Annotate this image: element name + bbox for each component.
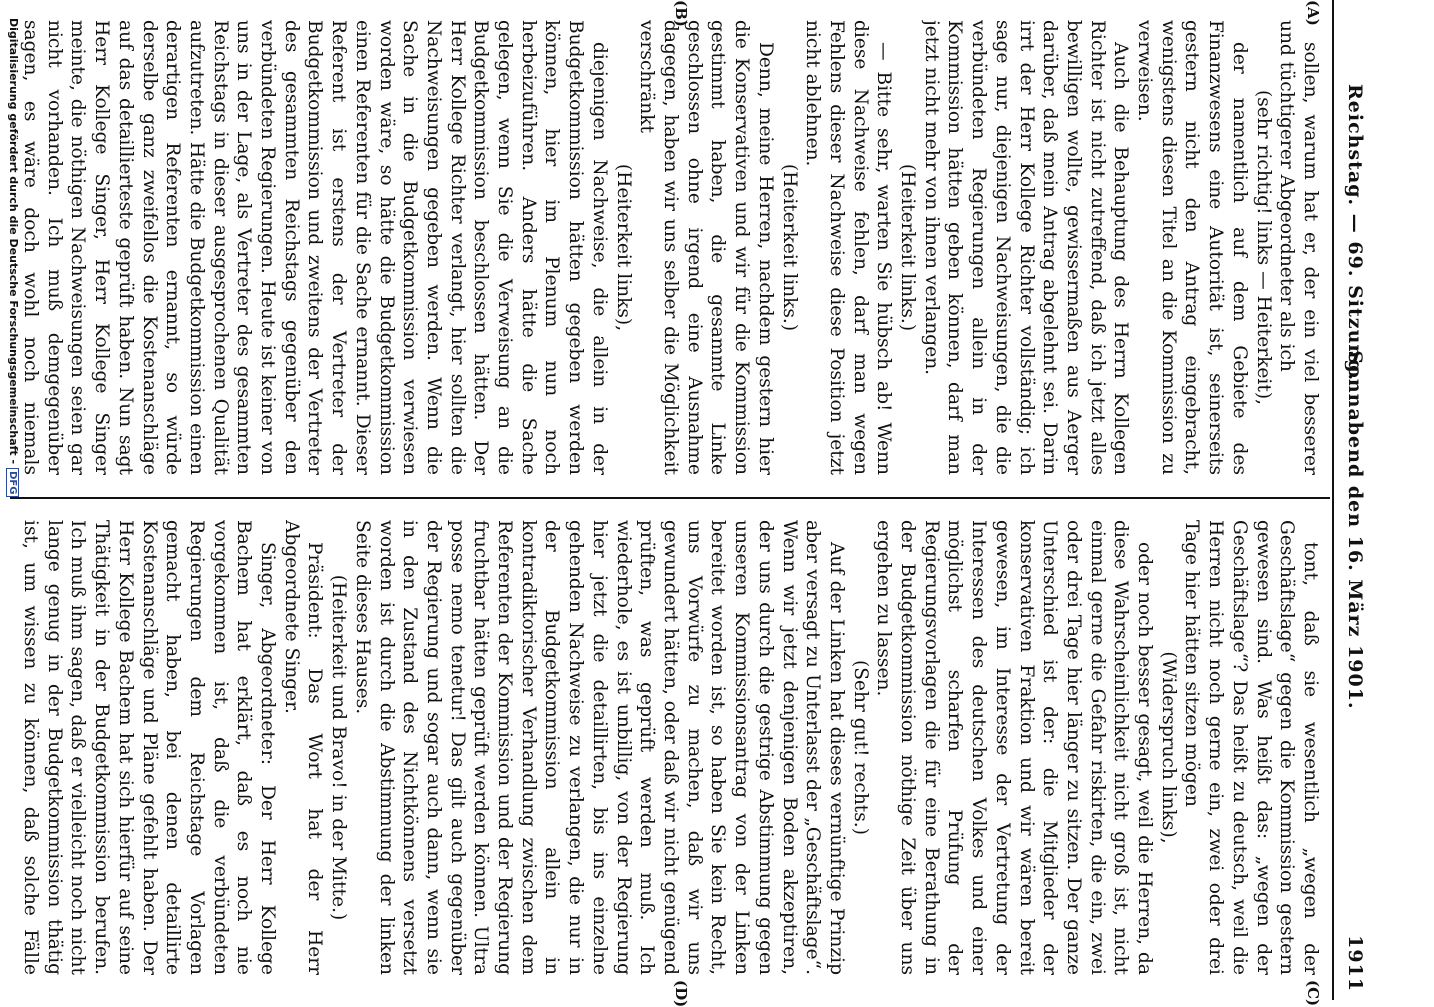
interjection: (Heiterkeit links), (612, 163, 634, 332)
interjection: (Heiterkeit links.) (897, 163, 919, 332)
page-number: 1911 (1344, 935, 1366, 992)
marker-d: (D) (672, 980, 690, 1007)
interjection: (Widerspruch links), (1157, 651, 1179, 844)
column-divider (10, 497, 1330, 499)
paragraph: Singer, Abgeordneter: Der Herr Kollege Bachem hat erklärt, daß es noch nie vorgekommen ist, daß die verbündeten Regierungen dem Reichstage Vorlagen gemacht haben, bei denen detaillirte Kostenanschläge und Pläne gefehlt haben. Der Herr Kollege Bachem hat sich hierfür auf seine Thätigkeit in der Budgetkommission berufen. Ich muß ihm sagen, daß er vielleicht noch nicht lange genug in der Budgetkommission thätig ist, um wissen zu können, daß solche Fälle (20, 520, 279, 975)
interjection: (Heiterkeit links.) (778, 163, 800, 332)
left-column (17, 20, 1322, 475)
paragraph: sollen, warum hat er, der ein viel besserer und tüchtigerer Abgeordneter als ich (1276, 20, 1321, 475)
paragraph: tont, daß sie wesentlich „wegen der Geschäftslage“ gegen die Kommission gestern gewesen sind. Was heißt das: „wegen der Geschäftslage“? Das heißt zu deutsch, weil die Herren nicht noch gerne ein, zwei oder drei Tage hier hätten sitzen mögen (1181, 520, 1321, 975)
page-header (1332, 0, 1380, 1000)
footer (6, 0, 20, 1000)
right-column (17, 520, 1322, 975)
paragraph: Auch die Behauptung des Herrn Kollegen Richter ist nicht zutreffend, daß ich jetzt alles bewilligen wollte, gewissermaßen aus Aerger darüber, daß mein Antrag abgelehnt sei. Darin irrt der Herr Kollege Richter vollständig; ich sage nur, diejenigen Nachweisungen, die die verbündeten Regierungen allein in der Kommission hätten geben können, darf man jetzt nicht mehr von ihnen verlangen. (920, 20, 1132, 475)
marker-b: (B) (672, 0, 690, 27)
interjection: (Sehr gut! rechts.) (849, 660, 871, 835)
footer-text: Digitalisierung gefördert durch die Deutsche Forschungsgemeinschaft - (7, 18, 20, 465)
header-left: Reichstag. — 69. Sitzung. (1344, 84, 1366, 382)
paragraph: Präsident: Das Wort hat der Herr Abgeordnete Singer. (280, 520, 326, 975)
paragraph: oder noch besser gesagt, weil die Herren, da diese Wahrscheinlichkeit nicht groß ist, nicht einmal gerne die Gefahr riskirten, die ein, zwei oder drei Tage hier länger zu sitzen. Der ganze Unterschied ist der: die Mitglieder der konservativen Fraktion und wir wären bereit gewesen, im Interesse der Vertretung der Interessen des deutschen Volkes und einer möglichst scharfen Prüfung der Regierungsvorlagen die für eine Berathung in der Budgetkommission nöthige Zeit über uns ergehen zu lassen. (873, 520, 1156, 975)
paragraph: der namentlich auf dem Gebiete des Finanzwesens eine Autorität ist, seinerseits gestern nicht den Antrag eingebracht, wenigstens diesen Titel an die Kommission zu verweisen. (1134, 20, 1250, 475)
interjection: (Heiterkeit und Bravo! in der Mitte.) (328, 574, 350, 921)
header-center: Sonnabend den 16. März 1901. (1344, 350, 1366, 710)
dfg-logo: DFG (6, 468, 19, 497)
paragraph: Auf der Linken hat dieses vernünftige Prinzip aber versagt zu Unterlasst der „Geschäftslage“. Wenn wir jetzt denjenigen Boden akzeptiren, der uns durch die gestrige Abstimmung gegen unseren Kommissionsantrag von der Linken bereitet worden ist, so haben Sie kein Recht, uns Vorwürfe zu machen, daß wir uns gewundert hätten, oder daß wir nicht genügend prüften, was geprüft werden muß. Ich wiederhole, es ist unbillig, von der Regierung hier jetzt die detaillirten, bis ins einzelne gehenden Nachweise zu verlangen, die nur in der Budgetkommission allein in kontradiktorischer Verhandlung zwischen dem Referenten der Kommission und der Regierung fruchtbar hätten geprüft werden können. Ultra posse nemo tenetur! Das gilt auch gegenüber der Regierung und sogar auch dann, wenn sie in den Zustand des Nichtkönnens versetzt worden ist durch die Abstimmung der linken Seite dieses Hauses. (351, 520, 847, 975)
paragraph: diejenigen Nachweise, die allein in der Budgetkommission hätten gegeben werden können, hier im Plenum nun noch herbeizuführen. Anders hätte die Sache gelegen, wenn Sie die Verweisung an die Budgetkommission beschlossen hätten. Der Herr Kollege Richter verlangt, hier sollten die Nachweisungen gegeben werden. Wenn die Sache in die Budgetkommission verwiesen worden wäre, so hätte die Budgetkommission einen Referenten für die Sache ernannt. Dieser Referent ist erstens der Vertreter der Budgetkommission und zweitens der Vertreter des gesammten Reichstags gegenüber den verbündeten Regierungen. Heute ist keiner von uns in der Lage, als Vertreter des gesammten Reichstags in dieser ausgesprochenen Qualität aufzutreten. Hätte die Budgetkommission einen derartigen Referenten ernannt, so würde derselbe ganz zweifellos die Kostenanschläge auf das detaillierteste geprüft haben. Nun sagt Herr Kollege Singer, Herr Kollege Singer meinte, die nöthigen Nachweisungen seien gar nicht vorhanden. Ich muß demgegenüber sagen, es wäre doch wohl noch niemals (20, 20, 610, 475)
marker-a: (A) (1304, 0, 1322, 26)
marker-c: (C) (1304, 980, 1322, 1007)
interjection: (sehr richtig! links — Heiterkeit), (1252, 90, 1274, 405)
paragraph: Denn, meine Herren, nachdem gestern hier die Konservativen und wir für die Kommission gestimmt haben, die gesammte Linke geschlossen ohne irgend eine Ausnahme dagegen, haben wir uns selber die Möglichkeit verschränkt (636, 20, 776, 475)
paragraph: — Bitte sehr, warten Sie hübsch ab! Wenn diese Nachweise fehlen, darf man wegen Fehlens dieser Nachweise diese Position jetzt nicht ablehnen. (802, 20, 895, 475)
